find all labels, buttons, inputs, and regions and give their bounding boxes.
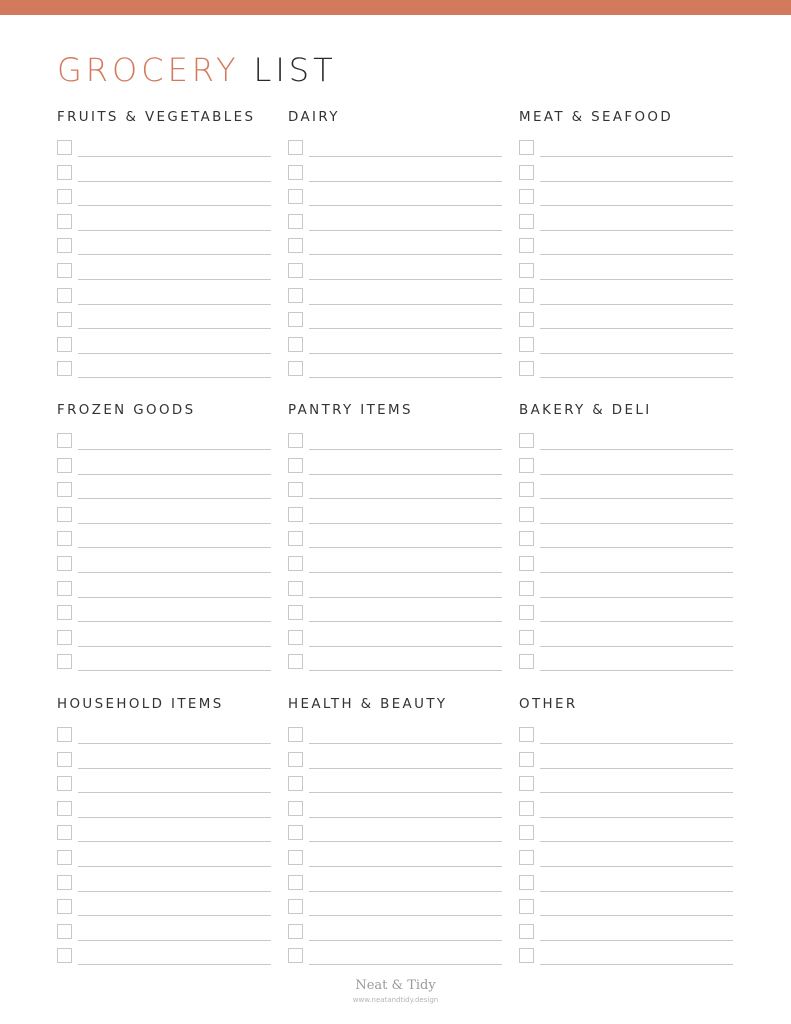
list-item bbox=[519, 214, 733, 238]
list-item bbox=[288, 263, 502, 287]
list-item bbox=[57, 263, 271, 287]
item-checkbox[interactable] bbox=[57, 899, 72, 914]
item-write-line bbox=[78, 743, 271, 744]
list-item bbox=[288, 337, 502, 361]
list-item bbox=[57, 776, 271, 800]
item-checkbox[interactable] bbox=[57, 482, 72, 497]
list-item bbox=[57, 875, 271, 899]
section-2 bbox=[519, 110, 733, 386]
item-write-line bbox=[78, 279, 271, 280]
item-checkbox[interactable] bbox=[288, 801, 303, 816]
section-title: OTHER bbox=[519, 697, 578, 712]
item-write-line bbox=[78, 572, 271, 573]
list-item bbox=[288, 312, 502, 336]
list-item bbox=[519, 433, 733, 457]
item-write-line bbox=[309, 498, 502, 499]
item-checkbox[interactable] bbox=[288, 214, 303, 229]
item-checkbox[interactable] bbox=[519, 776, 534, 791]
list-item bbox=[288, 189, 502, 213]
item-write-line bbox=[540, 792, 733, 793]
item-write-line bbox=[540, 841, 733, 842]
list-item bbox=[57, 727, 271, 751]
list-item bbox=[288, 507, 502, 531]
item-checkbox[interactable] bbox=[288, 556, 303, 571]
list-item bbox=[57, 458, 271, 482]
item-write-line bbox=[78, 940, 271, 941]
item-write-line bbox=[78, 768, 271, 769]
list-item bbox=[288, 361, 502, 385]
item-write-line bbox=[309, 792, 502, 793]
item-checkbox[interactable] bbox=[57, 875, 72, 890]
item-write-line bbox=[78, 792, 271, 793]
list-item bbox=[57, 288, 271, 312]
list-item bbox=[57, 924, 271, 948]
item-checkbox[interactable] bbox=[519, 263, 534, 278]
item-checkbox[interactable] bbox=[57, 214, 72, 229]
item-write-line bbox=[309, 547, 502, 548]
item-checkbox[interactable] bbox=[288, 312, 303, 327]
list-item bbox=[519, 924, 733, 948]
item-checkbox[interactable] bbox=[57, 948, 72, 963]
item-write-line bbox=[309, 743, 502, 744]
item-write-line bbox=[309, 915, 502, 916]
item-checkbox[interactable] bbox=[288, 507, 303, 522]
list-item bbox=[57, 801, 271, 825]
section-title: FROZEN GOODS bbox=[57, 403, 196, 418]
item-checkbox[interactable] bbox=[288, 433, 303, 448]
item-checkbox[interactable] bbox=[57, 337, 72, 352]
item-write-line bbox=[78, 474, 271, 475]
section-title: HEALTH & BEAUTY bbox=[288, 697, 448, 712]
list-item bbox=[288, 825, 502, 849]
item-write-line bbox=[78, 891, 271, 892]
item-write-line bbox=[309, 572, 502, 573]
item-checkbox[interactable] bbox=[519, 214, 534, 229]
item-write-line bbox=[540, 304, 733, 305]
item-write-line bbox=[78, 353, 271, 354]
item-write-line bbox=[78, 646, 271, 647]
list-item bbox=[519, 581, 733, 605]
item-write-line bbox=[309, 449, 502, 450]
item-checkbox[interactable] bbox=[57, 263, 72, 278]
list-item bbox=[519, 507, 733, 531]
list-item bbox=[519, 165, 733, 189]
list-item bbox=[288, 238, 502, 262]
item-write-line bbox=[540, 572, 733, 573]
section-0 bbox=[57, 110, 271, 386]
item-checkbox[interactable] bbox=[288, 263, 303, 278]
item-write-line bbox=[78, 328, 271, 329]
item-write-line bbox=[309, 866, 502, 867]
item-checkbox[interactable] bbox=[288, 850, 303, 865]
list-item bbox=[57, 238, 271, 262]
item-checkbox[interactable] bbox=[519, 875, 534, 890]
list-item bbox=[519, 948, 733, 972]
item-write-line bbox=[78, 156, 271, 157]
item-checkbox[interactable] bbox=[288, 654, 303, 669]
item-checkbox[interactable] bbox=[288, 238, 303, 253]
item-write-line bbox=[78, 841, 271, 842]
item-write-line bbox=[309, 891, 502, 892]
list-item bbox=[519, 776, 733, 800]
item-write-line bbox=[78, 304, 271, 305]
item-write-line bbox=[78, 498, 271, 499]
footer-brand: Neat & Tidy bbox=[355, 978, 436, 993]
item-write-line bbox=[309, 474, 502, 475]
list-item bbox=[57, 507, 271, 531]
list-item bbox=[57, 361, 271, 385]
item-checkbox[interactable] bbox=[57, 189, 72, 204]
item-checkbox[interactable] bbox=[288, 581, 303, 596]
list-item bbox=[57, 140, 271, 164]
list-item bbox=[57, 433, 271, 457]
item-checkbox[interactable] bbox=[57, 238, 72, 253]
item-write-line bbox=[78, 547, 271, 548]
item-write-line bbox=[540, 670, 733, 671]
list-item bbox=[288, 605, 502, 629]
item-checkbox[interactable] bbox=[519, 630, 534, 645]
list-item bbox=[519, 825, 733, 849]
item-checkbox[interactable] bbox=[519, 458, 534, 473]
list-item bbox=[57, 605, 271, 629]
item-checkbox[interactable] bbox=[519, 801, 534, 816]
item-checkbox[interactable] bbox=[519, 531, 534, 546]
item-checkbox[interactable] bbox=[288, 288, 303, 303]
list-item bbox=[288, 850, 502, 874]
item-checkbox[interactable] bbox=[288, 165, 303, 180]
item-checkbox[interactable] bbox=[519, 556, 534, 571]
item-checkbox[interactable] bbox=[288, 899, 303, 914]
list-item bbox=[519, 605, 733, 629]
list-item bbox=[57, 556, 271, 580]
item-write-line bbox=[540, 181, 733, 182]
item-checkbox[interactable] bbox=[519, 605, 534, 620]
item-write-line bbox=[540, 377, 733, 378]
item-checkbox[interactable] bbox=[519, 189, 534, 204]
item-checkbox[interactable] bbox=[519, 507, 534, 522]
list-item bbox=[519, 482, 733, 506]
item-checkbox[interactable] bbox=[57, 752, 72, 767]
list-item bbox=[288, 140, 502, 164]
list-item bbox=[288, 875, 502, 899]
list-item bbox=[288, 727, 502, 751]
item-write-line bbox=[309, 230, 502, 231]
item-write-line bbox=[309, 156, 502, 157]
item-write-line bbox=[540, 621, 733, 622]
item-write-line bbox=[540, 474, 733, 475]
item-write-line bbox=[540, 328, 733, 329]
list-item bbox=[288, 630, 502, 654]
item-checkbox[interactable] bbox=[57, 458, 72, 473]
section-3 bbox=[57, 403, 271, 679]
item-checkbox[interactable] bbox=[57, 630, 72, 645]
item-checkbox[interactable] bbox=[57, 581, 72, 596]
list-item bbox=[57, 482, 271, 506]
item-checkbox[interactable] bbox=[57, 825, 72, 840]
item-write-line bbox=[540, 964, 733, 965]
item-checkbox[interactable] bbox=[288, 630, 303, 645]
item-checkbox[interactable] bbox=[519, 825, 534, 840]
list-item bbox=[57, 899, 271, 923]
list-item bbox=[288, 433, 502, 457]
section-1 bbox=[288, 110, 502, 386]
item-write-line bbox=[540, 768, 733, 769]
list-item bbox=[519, 312, 733, 336]
item-checkbox[interactable] bbox=[519, 654, 534, 669]
section-title: MEAT & SEAFOOD bbox=[519, 110, 674, 125]
item-write-line bbox=[540, 279, 733, 280]
list-item bbox=[519, 752, 733, 776]
list-item bbox=[519, 727, 733, 751]
item-write-line bbox=[309, 523, 502, 524]
page-title-list: LIST bbox=[253, 51, 337, 89]
item-checkbox[interactable] bbox=[57, 288, 72, 303]
list-item bbox=[57, 752, 271, 776]
item-write-line bbox=[78, 230, 271, 231]
item-checkbox[interactable] bbox=[57, 361, 72, 376]
list-item bbox=[519, 458, 733, 482]
item-checkbox[interactable] bbox=[288, 875, 303, 890]
section-title: FRUITS & VEGETABLES bbox=[57, 110, 256, 125]
item-checkbox[interactable] bbox=[288, 605, 303, 620]
item-write-line bbox=[540, 230, 733, 231]
item-checkbox[interactable] bbox=[519, 361, 534, 376]
item-checkbox[interactable] bbox=[519, 433, 534, 448]
item-checkbox[interactable] bbox=[57, 140, 72, 155]
item-checkbox[interactable] bbox=[57, 654, 72, 669]
item-write-line bbox=[309, 940, 502, 941]
item-write-line bbox=[78, 964, 271, 965]
item-checkbox[interactable] bbox=[519, 924, 534, 939]
item-checkbox[interactable] bbox=[519, 140, 534, 155]
item-write-line bbox=[309, 841, 502, 842]
item-write-line bbox=[540, 940, 733, 941]
list-item bbox=[519, 899, 733, 923]
item-checkbox[interactable] bbox=[288, 727, 303, 742]
item-write-line bbox=[540, 449, 733, 450]
item-write-line bbox=[309, 328, 502, 329]
section-title: HOUSEHOLD ITEMS bbox=[57, 697, 224, 712]
list-item bbox=[57, 312, 271, 336]
item-checkbox[interactable] bbox=[519, 899, 534, 914]
section-title: BAKERY & DELI bbox=[519, 403, 652, 418]
list-item bbox=[519, 654, 733, 678]
item-checkbox[interactable] bbox=[57, 776, 72, 791]
item-checkbox[interactable] bbox=[57, 850, 72, 865]
section-7 bbox=[288, 697, 502, 973]
section-5 bbox=[519, 403, 733, 679]
top-accent-bar bbox=[0, 0, 791, 15]
list-item bbox=[519, 140, 733, 164]
item-write-line bbox=[540, 254, 733, 255]
item-checkbox[interactable] bbox=[519, 752, 534, 767]
item-checkbox[interactable] bbox=[519, 238, 534, 253]
item-write-line bbox=[540, 547, 733, 548]
list-item bbox=[288, 288, 502, 312]
item-checkbox[interactable] bbox=[519, 337, 534, 352]
list-item bbox=[288, 458, 502, 482]
item-checkbox[interactable] bbox=[519, 727, 534, 742]
item-write-line bbox=[309, 279, 502, 280]
item-write-line bbox=[78, 181, 271, 182]
list-item bbox=[288, 801, 502, 825]
section-title: DAIRY bbox=[288, 110, 340, 125]
list-item bbox=[57, 189, 271, 213]
item-checkbox[interactable] bbox=[288, 948, 303, 963]
item-checkbox[interactable] bbox=[519, 850, 534, 865]
list-item bbox=[57, 850, 271, 874]
list-item bbox=[57, 948, 271, 972]
item-write-line bbox=[78, 205, 271, 206]
item-checkbox[interactable] bbox=[288, 825, 303, 840]
item-write-line bbox=[78, 817, 271, 818]
item-checkbox[interactable] bbox=[57, 433, 72, 448]
item-checkbox[interactable] bbox=[288, 531, 303, 546]
list-item bbox=[519, 189, 733, 213]
item-checkbox[interactable] bbox=[57, 312, 72, 327]
list-item bbox=[288, 776, 502, 800]
list-item bbox=[57, 581, 271, 605]
list-item bbox=[57, 337, 271, 361]
item-write-line bbox=[78, 597, 271, 598]
item-write-line bbox=[540, 156, 733, 157]
item-write-line bbox=[540, 205, 733, 206]
list-item bbox=[57, 825, 271, 849]
item-write-line bbox=[540, 353, 733, 354]
item-checkbox[interactable] bbox=[57, 924, 72, 939]
item-write-line bbox=[78, 670, 271, 671]
item-checkbox[interactable] bbox=[288, 337, 303, 352]
item-write-line bbox=[309, 597, 502, 598]
item-checkbox[interactable] bbox=[57, 531, 72, 546]
item-write-line bbox=[540, 498, 733, 499]
list-item bbox=[519, 875, 733, 899]
list-item bbox=[519, 556, 733, 580]
item-checkbox[interactable] bbox=[519, 482, 534, 497]
list-item bbox=[519, 238, 733, 262]
list-item bbox=[519, 531, 733, 555]
item-checkbox[interactable] bbox=[288, 140, 303, 155]
item-write-line bbox=[309, 670, 502, 671]
item-write-line bbox=[309, 621, 502, 622]
item-write-line bbox=[78, 915, 271, 916]
item-checkbox[interactable] bbox=[519, 581, 534, 596]
list-item bbox=[57, 214, 271, 238]
list-item bbox=[57, 531, 271, 555]
item-write-line bbox=[540, 866, 733, 867]
list-item bbox=[288, 948, 502, 972]
item-checkbox[interactable] bbox=[519, 948, 534, 963]
list-item bbox=[288, 581, 502, 605]
item-checkbox[interactable] bbox=[57, 605, 72, 620]
item-write-line bbox=[309, 304, 502, 305]
list-item bbox=[288, 531, 502, 555]
list-item bbox=[57, 654, 271, 678]
item-write-line bbox=[309, 353, 502, 354]
item-write-line bbox=[540, 915, 733, 916]
item-write-line bbox=[78, 377, 271, 378]
item-checkbox[interactable] bbox=[519, 312, 534, 327]
item-checkbox[interactable] bbox=[288, 924, 303, 939]
item-write-line bbox=[540, 817, 733, 818]
list-item bbox=[519, 850, 733, 874]
item-write-line bbox=[309, 205, 502, 206]
item-checkbox[interactable] bbox=[519, 165, 534, 180]
item-checkbox[interactable] bbox=[57, 507, 72, 522]
item-write-line bbox=[78, 254, 271, 255]
item-write-line bbox=[540, 743, 733, 744]
list-item bbox=[288, 165, 502, 189]
item-write-line bbox=[78, 523, 271, 524]
item-write-line bbox=[540, 597, 733, 598]
list-item bbox=[519, 361, 733, 385]
item-write-line bbox=[78, 449, 271, 450]
item-checkbox[interactable] bbox=[288, 752, 303, 767]
item-write-line bbox=[540, 646, 733, 647]
list-item bbox=[288, 924, 502, 948]
item-write-line bbox=[540, 891, 733, 892]
item-write-line bbox=[78, 866, 271, 867]
section-4 bbox=[288, 403, 502, 679]
list-item bbox=[519, 337, 733, 361]
item-write-line bbox=[309, 768, 502, 769]
list-item bbox=[57, 165, 271, 189]
section-8 bbox=[519, 697, 733, 973]
item-checkbox[interactable] bbox=[519, 288, 534, 303]
list-item bbox=[288, 752, 502, 776]
item-write-line bbox=[540, 523, 733, 524]
item-checkbox[interactable] bbox=[288, 776, 303, 791]
list-item bbox=[519, 288, 733, 312]
item-write-line bbox=[309, 817, 502, 818]
item-checkbox[interactable] bbox=[288, 482, 303, 497]
item-checkbox[interactable] bbox=[57, 727, 72, 742]
page-title bbox=[57, 50, 337, 90]
list-item bbox=[57, 630, 271, 654]
list-item bbox=[519, 801, 733, 825]
item-checkbox[interactable] bbox=[57, 556, 72, 571]
list-item bbox=[288, 556, 502, 580]
list-item bbox=[288, 899, 502, 923]
page-title-grocery: GROCERY bbox=[57, 51, 240, 89]
item-checkbox[interactable] bbox=[288, 189, 303, 204]
item-checkbox[interactable] bbox=[57, 165, 72, 180]
section-title: PANTRY ITEMS bbox=[288, 403, 413, 418]
list-item bbox=[288, 482, 502, 506]
item-write-line bbox=[309, 254, 502, 255]
item-write-line bbox=[309, 964, 502, 965]
list-item bbox=[519, 263, 733, 287]
item-write-line bbox=[78, 621, 271, 622]
item-write-line bbox=[309, 646, 502, 647]
item-checkbox[interactable] bbox=[288, 458, 303, 473]
section-6 bbox=[57, 697, 271, 973]
footer-url: www.neatandtidy.design bbox=[352, 996, 439, 1004]
list-item bbox=[519, 630, 733, 654]
item-checkbox[interactable] bbox=[57, 801, 72, 816]
list-item bbox=[288, 654, 502, 678]
item-write-line bbox=[309, 377, 502, 378]
item-checkbox[interactable] bbox=[288, 361, 303, 376]
item-write-line bbox=[309, 181, 502, 182]
list-item bbox=[288, 214, 502, 238]
